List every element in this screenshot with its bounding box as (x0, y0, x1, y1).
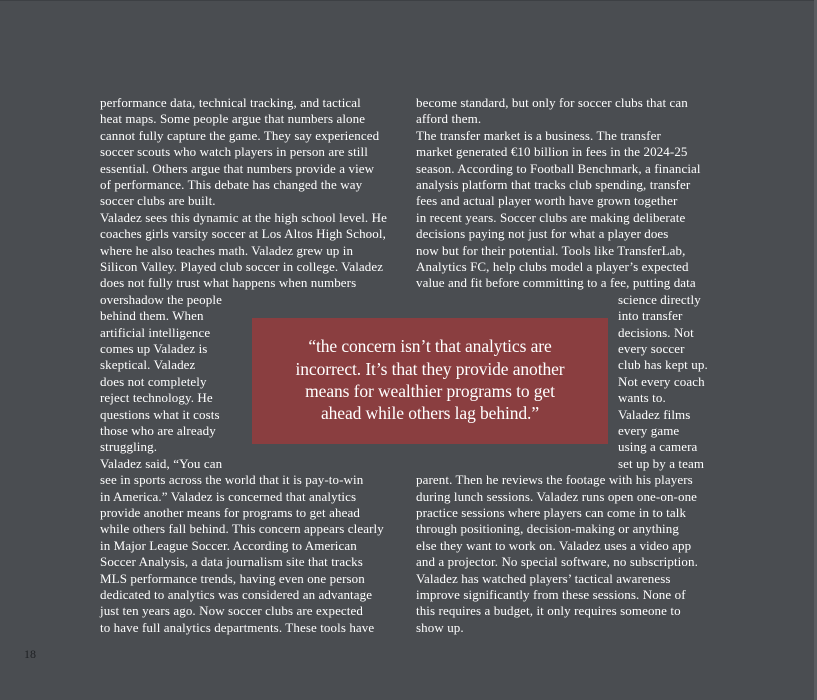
article-text-line: Soccer Analysis, a data journalism site that tracks (100, 554, 363, 570)
article-text-line: to have full analytics departments. These tools have (100, 619, 375, 635)
article-text-line: soccer clubs are built. (100, 193, 216, 209)
article-text-line: during lunch sessions. Valadez runs open one-on-one (416, 488, 698, 504)
article-text-line: overshadow the people (100, 291, 222, 307)
article-text-line: using a camera (618, 439, 698, 455)
article-text-line: Valadez said, “You can (100, 455, 223, 471)
article-text-line: every game (618, 423, 680, 438)
article-text-line: heat maps. Some people argue that numbers alone (100, 111, 366, 127)
article-text-line: now but for their potential. Tools like TransferLab, (416, 242, 686, 258)
pull-quote-line: ahead while others lag behind.” (320, 403, 539, 423)
article-text-line: decisions paying not just for what a player does (416, 226, 669, 242)
article-text-line: essential. Others argue that numbers provide a view (100, 160, 375, 176)
article-text-line: behind them. When (100, 308, 204, 324)
article-text-line: Valadez has watched players’ tactical awareness (416, 570, 671, 586)
top-border (0, 0, 817, 1)
article-text-line: MLS performance trends, having even one person (100, 570, 365, 586)
pull-quote-line: “the concern isn’t that analytics are (308, 336, 552, 356)
article-text-line: cannot fully capture the game. They say experienced (100, 127, 380, 143)
article-text-line: questions what it costs (100, 406, 220, 422)
article-text-line: in America.” Valadez is concerned that analytics (100, 488, 357, 504)
article-text-line: season. According to Football Benchmark, a financial (416, 160, 701, 176)
article-text-line: reject technology. He (100, 390, 213, 406)
article-text-line: provide another means for programs to get ahead (100, 505, 360, 520)
article-text-line: Valadez films (618, 406, 691, 422)
article-text-line: set up by a team (618, 455, 705, 471)
article-text-line: fees and actual player worth have grown together (416, 193, 678, 209)
article-text-line: of performance. This debate has changed the way (100, 177, 363, 192)
article-text-line: performance data, technical tracking, and tactical (100, 95, 361, 110)
article-text-line: while others fall behind. This concern appears clearly (100, 521, 384, 537)
article-text-line: into transfer (618, 308, 683, 324)
article-text-line: Valadez sees this dynamic at the high school level. He (100, 209, 387, 225)
article-text-line: market generated €10 billion in fees in the 2024-25 (416, 144, 688, 160)
pull-quote (252, 318, 608, 444)
article-text-line: coaches girls varsity soccer at Los Altos High School, (100, 226, 386, 242)
pull-quote-line: incorrect. It’s that they provide another (295, 359, 565, 379)
article-text-line: else they want to work on. Valadez uses a video app (416, 537, 692, 553)
article-text-line: every soccer (618, 341, 685, 356)
article-text-line: artificial intelligence (100, 324, 211, 340)
article-text-line: struggling. (100, 439, 158, 455)
article-text-line: value and fit before committing to a fee, putting data (416, 275, 696, 291)
article-text-line: club has kept up. (618, 357, 708, 373)
article-text-line: those who are already (100, 423, 216, 438)
article-text-line: does not fully trust what happens when numbers (100, 275, 357, 291)
article-text-line: improve significantly from these sessions. None of (416, 587, 686, 602)
page-number: 18 (24, 647, 36, 661)
article-text-line: decisions. Not (618, 324, 694, 340)
article-text-line: this requires a budget, it only requires someone to (416, 603, 681, 619)
article-text-line: skeptical. Valadez (100, 357, 196, 373)
article-text-line: practice sessions where players can come in to talk (416, 505, 687, 520)
article-text-line: does not completely (100, 373, 207, 389)
article-text-line: in Major League Soccer. According to American (100, 537, 357, 553)
article-text-line: comes up Valadez is (100, 341, 208, 356)
article-text-line: analysis platform that tracks club spending, transfer (416, 177, 691, 192)
article-text-line: The transfer market is a business. The transfer (416, 127, 661, 143)
article-text-line: just ten years ago. Now soccer clubs are expected (100, 603, 363, 619)
article-text-line: become standard, but only for soccer clubs that can (416, 95, 688, 110)
article-text-line: where he also teaches math. Valadez grew up in (100, 242, 354, 258)
article-text-line: parent. Then he reviews the footage with his players (416, 472, 693, 488)
article-text-line: Analytics FC, help clubs model a player’s expected (416, 259, 689, 274)
pull-quote-line: means for wealthier programs to get (305, 381, 555, 401)
article-text-line: in recent years. Soccer clubs are making deliberate (416, 209, 686, 225)
article-text-line: science directly (618, 291, 701, 307)
article-text-line: see in sports across the world that it is pay-to-win (100, 472, 364, 488)
article-text-line: Not every coach (618, 373, 705, 389)
article-text-line: show up. (416, 619, 464, 635)
article-text-line: Silicon Valley. Played club soccer in college. Valadez (100, 259, 384, 274)
article-text-line: and a projector. No special software, no subscription. (416, 554, 698, 570)
article-text-line: through positioning, decision-making or anything (416, 521, 679, 537)
article-text-line: soccer scouts who watch players in person are still (100, 144, 368, 160)
article-text-line: wants to. (618, 390, 666, 406)
article-text-line: afford them. (416, 111, 482, 127)
article-text-line: dedicated to analytics was considered an advantage (100, 587, 373, 602)
